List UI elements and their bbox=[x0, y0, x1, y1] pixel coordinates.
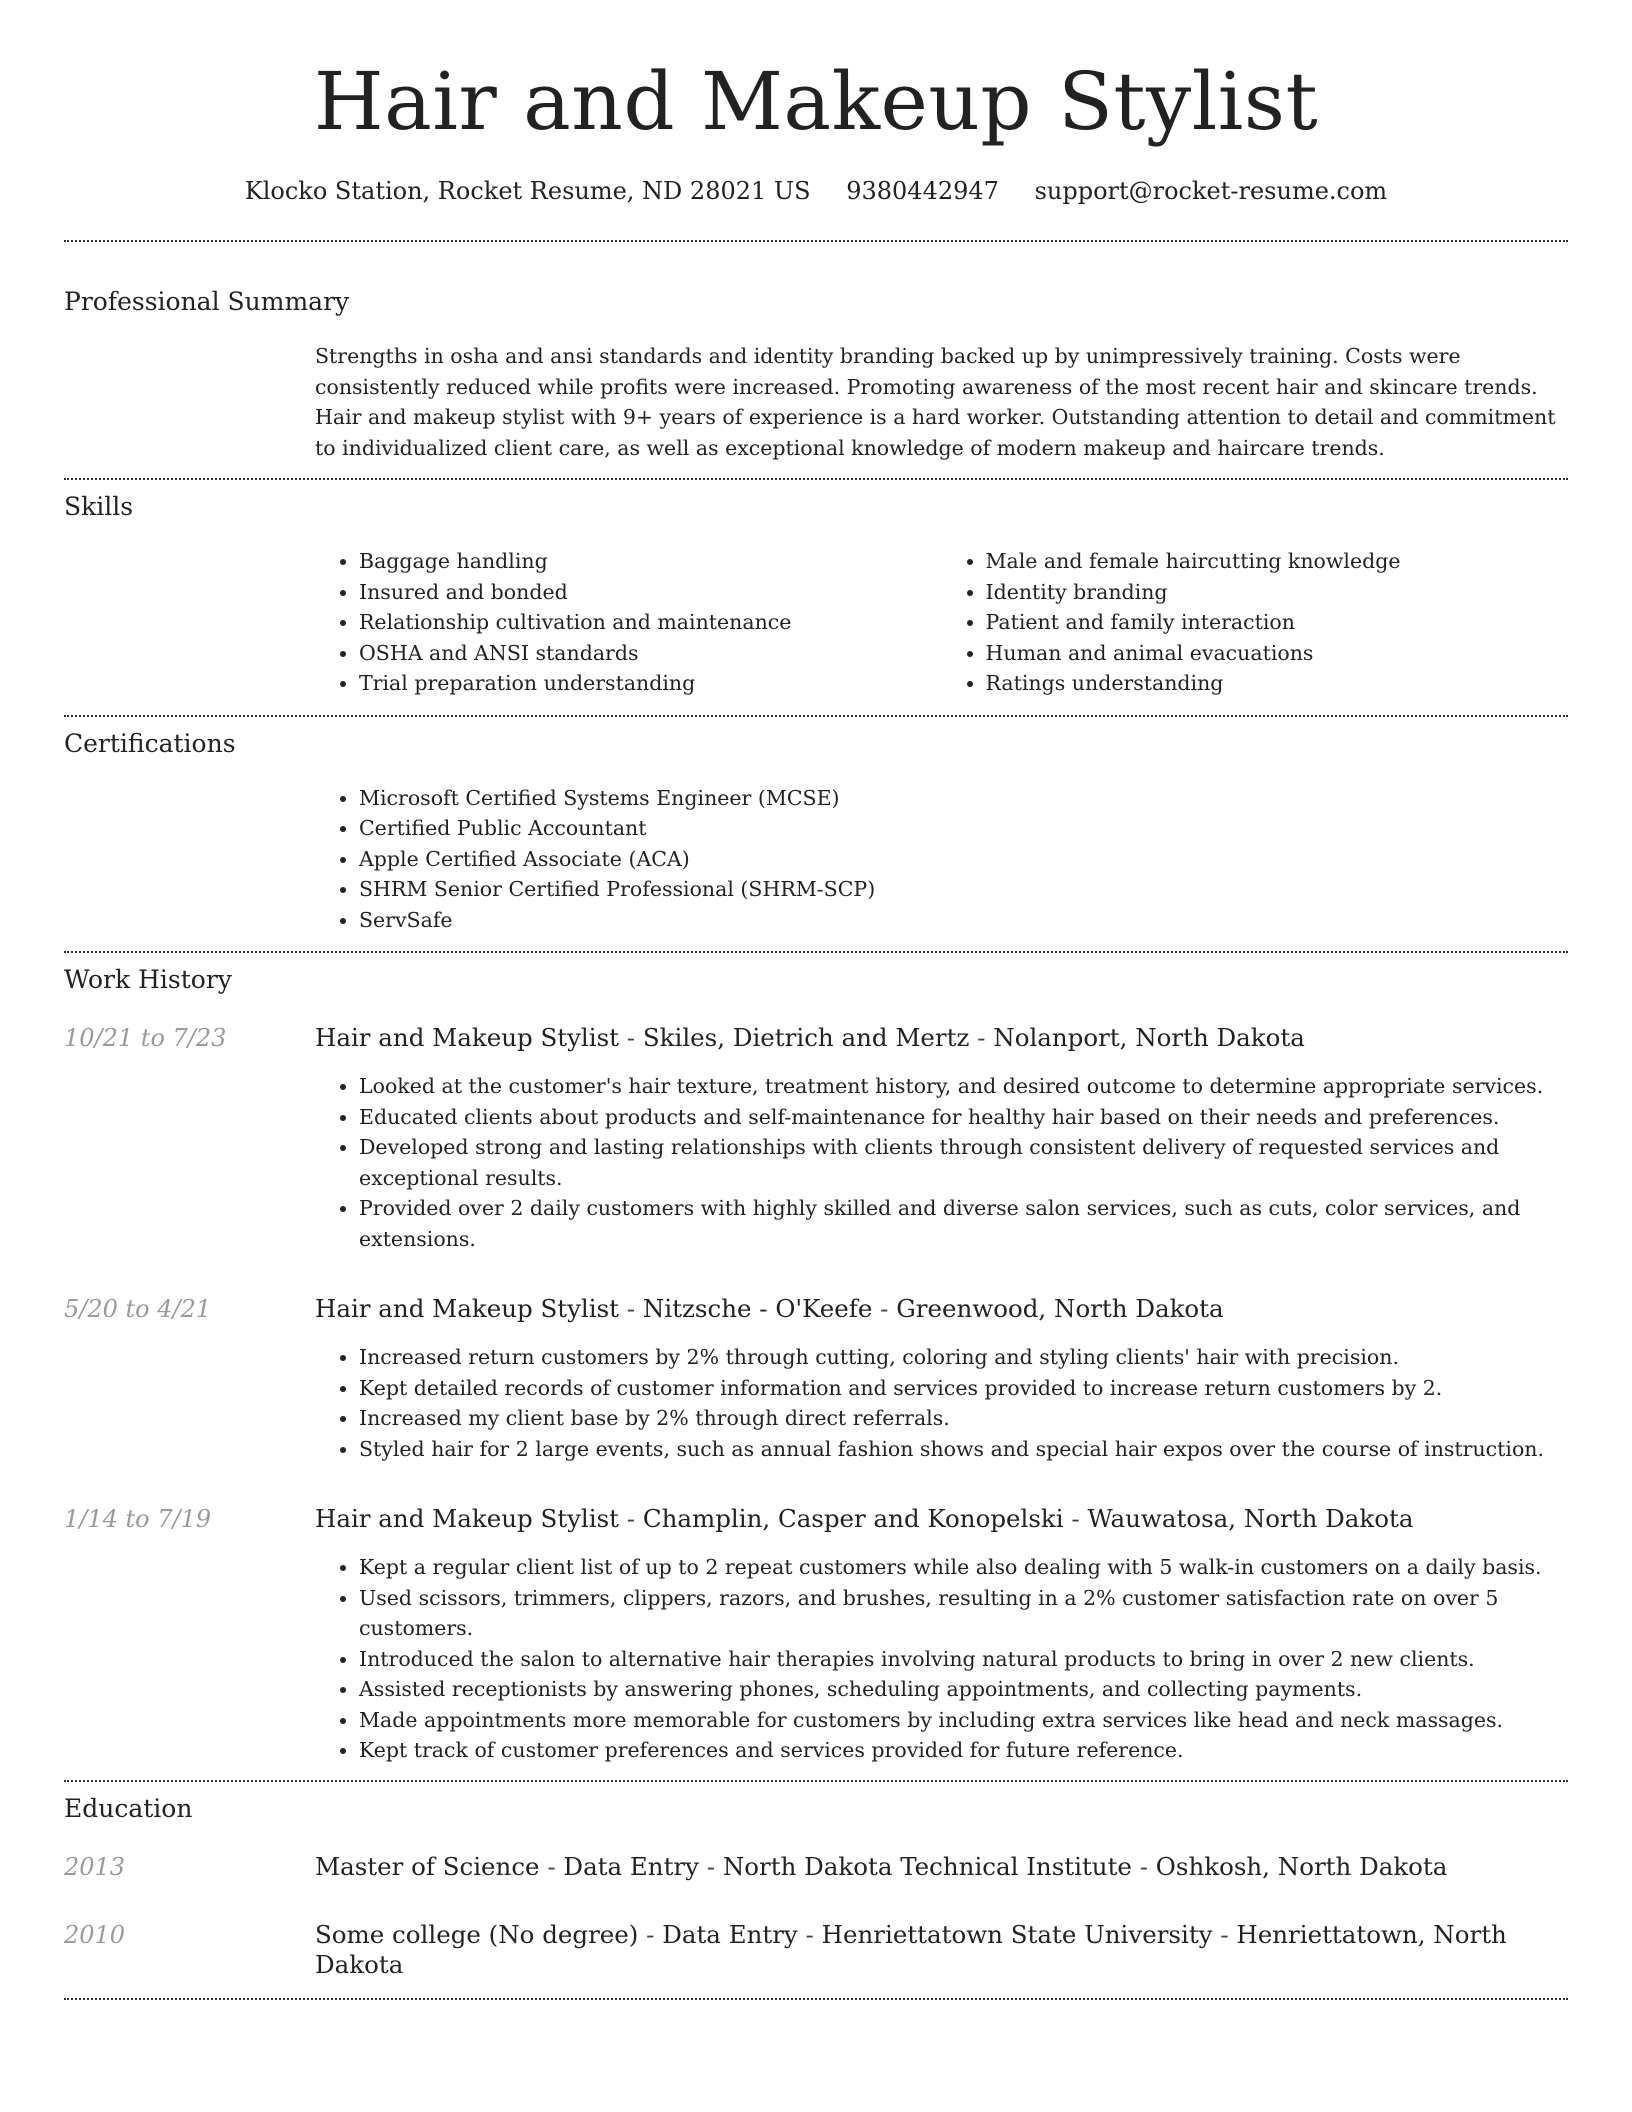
job-bullet: • Styled hair for 2 large events, such as annual fashion shows and special hair expos over the course of instruction. bbox=[359, 1434, 1568, 1465]
job-role: Hair and Makeup Stylist bbox=[315, 1294, 620, 1323]
job-dates: 5/20 to 4/21 bbox=[64, 1295, 212, 1323]
skill-item: • Insured and bonded bbox=[359, 577, 942, 608]
job-bullet: • Educated clients about products and self-maintenance for healthy hair based on their needs and preferences. bbox=[359, 1102, 1568, 1133]
skill-item: • Male and female haircutting knowledge bbox=[986, 546, 1569, 577]
skills-title: Skills bbox=[64, 492, 134, 521]
education-school: Henriettatown State University bbox=[821, 1919, 1213, 1949]
skill-item: • Human and animal evacuations bbox=[986, 638, 1569, 669]
job-bullet: • Kept track of customer preferences and services provided for future reference. bbox=[359, 1735, 1568, 1766]
education-school: North Dakota Technical Institute bbox=[722, 1851, 1132, 1881]
skill-item: • OSHA and ANSI standards bbox=[359, 638, 942, 669]
contact-address: Klocko Station, Rocket Resume, ND 28021 US bbox=[244, 177, 811, 205]
section-divider bbox=[64, 1998, 1568, 2000]
certification-item: • Certified Public Accountant bbox=[359, 813, 1568, 844]
job-bullet: • Provided over 2 daily customers with highly skilled and diverse salon services, such as cuts, color services, and extensions. bbox=[359, 1193, 1568, 1254]
contact-email: support@rocket-resume.com bbox=[1034, 177, 1388, 205]
education-degree: Master of Science bbox=[315, 1851, 540, 1881]
job-bullet: • Assisted receptionists by answering phones, scheduling appointments, and collecting payments. bbox=[359, 1674, 1568, 1705]
certification-item: • Apple Certified Associate (ACA) bbox=[359, 844, 1568, 875]
certifications-section bbox=[64, 717, 1568, 952]
education-location: Oshkosh, North Dakota bbox=[1155, 1851, 1448, 1881]
certifications-list bbox=[315, 783, 1568, 936]
job-bullet: • Developed strong and lasting relationships with clients through consistent delivery of requested services and exceptional results. bbox=[359, 1132, 1568, 1193]
summary-content bbox=[315, 341, 1568, 463]
education-field: Data Entry bbox=[563, 1851, 699, 1881]
skills-list-right bbox=[942, 546, 1569, 699]
job-dates: 1/14 to 7/19 bbox=[64, 1505, 212, 1533]
summary-section bbox=[64, 242, 1568, 478]
job-entry bbox=[64, 1504, 1568, 1766]
skills-columns bbox=[315, 546, 1568, 699]
education-location: Henriettatown, North Dakota bbox=[315, 1919, 1507, 1979]
skills-section bbox=[64, 480, 1568, 715]
job-entry bbox=[64, 1023, 1568, 1254]
work-title: Work History bbox=[64, 965, 232, 994]
education-section bbox=[64, 1782, 1568, 1998]
skill-item: • Baggage handling bbox=[359, 546, 942, 577]
education-title-line: Master of Science - Data Entry - North Dakota Technical Institute - Oshkosh, North Dakota bbox=[315, 1851, 1448, 1881]
job-location: Wauwatosa, North Dakota bbox=[1087, 1504, 1414, 1533]
job-role: Hair and Makeup Stylist bbox=[315, 1504, 620, 1533]
job-bullet: • Looked at the customer's hair texture, treatment history, and desired outcome to determine appropriate services. bbox=[359, 1071, 1568, 1102]
certifications-title: Certifications bbox=[64, 728, 236, 758]
job-location: Greenwood, North Dakota bbox=[896, 1294, 1224, 1323]
job-body bbox=[315, 1294, 1568, 1464]
education-field: Data Entry bbox=[662, 1919, 798, 1949]
education-title-line: Some college (No degree) - Data Entry - Henriettatown State University - Henriettatown, North Dakota bbox=[315, 1919, 1507, 1979]
education-year: 2013 bbox=[64, 1852, 126, 1881]
summary-title: Professional Summary bbox=[64, 287, 350, 316]
job-bullet: • Increased return customers by 2% through cutting, coloring and styling clients' hair with precision. bbox=[359, 1342, 1568, 1373]
education-entry bbox=[64, 1852, 1568, 1882]
work-section bbox=[64, 953, 1568, 1780]
job-company: Champlin, Casper and Konopelski bbox=[642, 1504, 1064, 1533]
contact-phone: 9380442947 bbox=[846, 177, 999, 205]
job-bullets bbox=[315, 1071, 1568, 1254]
job-bullets bbox=[315, 1342, 1568, 1464]
skill-item: • Trial preparation understanding bbox=[359, 668, 942, 699]
job-location: Nolanport, North Dakota bbox=[993, 1023, 1305, 1052]
skill-item: • Patient and family interaction bbox=[986, 607, 1569, 638]
job-bullet: • Increased my client base by 2% through direct referrals. bbox=[359, 1403, 1568, 1434]
education-year: 2010 bbox=[64, 1920, 126, 1949]
certification-item: • SHRM Senior Certified Professional (SHRM-SCP) bbox=[359, 874, 1568, 905]
skill-item: • Relationship cultivation and maintenance bbox=[359, 607, 942, 638]
resume-header bbox=[64, 0, 1568, 206]
job-body bbox=[315, 1023, 1568, 1254]
job-bullets bbox=[315, 1552, 1568, 1766]
job-company: Nitzsche - O'Keefe bbox=[642, 1294, 873, 1323]
job-bullet: • Made appointments more memorable for customers by including extra services like head and neck massages. bbox=[359, 1705, 1568, 1736]
job-body bbox=[315, 1504, 1568, 1766]
job-company: Skiles, Dietrich and Mertz bbox=[642, 1023, 970, 1052]
certification-item: • ServSafe bbox=[359, 905, 1568, 936]
candidate-name: Hair and Makeup Stylist bbox=[313, 55, 1319, 148]
job-bullet: • Kept a regular client list of up to 2 repeat customers while also dealing with 5 walk-in customers on a daily basis. bbox=[359, 1552, 1568, 1583]
job-dates: 10/21 to 7/23 bbox=[64, 1024, 227, 1052]
job-bullet: • Used scissors, trimmers, clippers, razors, and brushes, resulting in a 2% customer satisfaction rate on over 5 customers. bbox=[359, 1583, 1568, 1644]
job-title-line: Hair and Makeup Stylist - Skiles, Dietrich and Mertz - Nolanport, North Dakota bbox=[315, 1023, 1305, 1052]
certifications-content bbox=[315, 783, 1568, 936]
summary-text: Strengths in osha and ansi standards and identity branding backed up by unimpressively training. Costs were consistently reduced while profits were increased. Promoting awareness of the most recent hair and skincare trends. Hair and makeup stylist with 9+ years of experience is a hard worker. Outstanding attention to detail and commitment to individualized client care, as well as exceptional knowledge of modern makeup and haircare trends. bbox=[315, 344, 1556, 460]
job-bullet: • Kept detailed records of customer information and services provided to increase return customers by 2. bbox=[359, 1373, 1568, 1404]
job-title-line: Hair and Makeup Stylist - Champlin, Casper and Konopelski - Wauwatosa, North Dakota bbox=[315, 1504, 1414, 1533]
education-title: Education bbox=[64, 1793, 193, 1823]
skill-item: • Identity branding bbox=[986, 577, 1569, 608]
education-degree: Some college (No degree) bbox=[315, 1919, 639, 1949]
contact-line bbox=[64, 176, 1568, 206]
certification-item: • Microsoft Certified Systems Engineer (MCSE) bbox=[359, 783, 1568, 814]
skills-list-left bbox=[315, 546, 942, 699]
job-title-line: Hair and Makeup Stylist - Nitzsche - O'Keefe - Greenwood, North Dakota bbox=[315, 1294, 1224, 1323]
education-entry bbox=[64, 1920, 1568, 1980]
job-role: Hair and Makeup Stylist bbox=[315, 1023, 620, 1052]
job-bullet: • Introduced the salon to alternative hair therapies involving natural products to bring in over 2 new clients. bbox=[359, 1644, 1568, 1675]
skill-item: • Ratings understanding bbox=[986, 668, 1569, 699]
job-entry bbox=[64, 1294, 1568, 1464]
